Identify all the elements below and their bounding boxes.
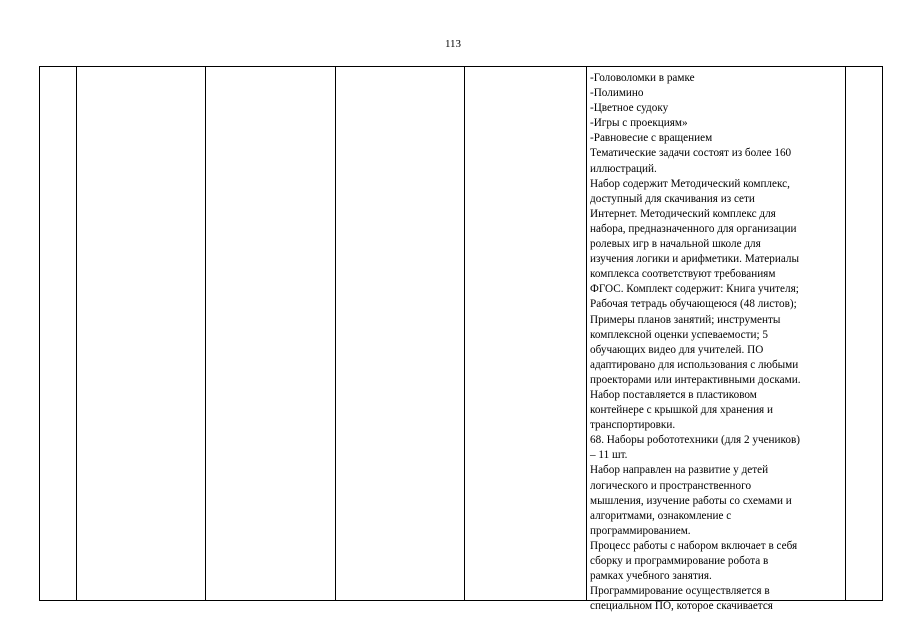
column-divider [76,67,77,600]
text-line: алгоритмами, ознакомление с [590,509,732,522]
text-line: 68. Наборы робототехники (для 2 учеников) [590,434,800,447]
text-line: Набор содержит Методический комплекс, [590,177,790,190]
text-line: -Игры с проекциям» [590,117,688,130]
column-divider [586,67,587,600]
text-line: -Цветное судоку [590,102,669,115]
text-line: иллюстраций. [590,162,657,175]
text-line: специальном ПО, которое скачивается [590,600,773,613]
text-line: ФГОС. Комплект содержит: Книга учителя; [590,283,799,296]
text-line: доступный для скачивания из сети [590,192,755,205]
text-line: комплекса соответствуют требованиям [590,268,776,281]
text-line: Тематические задачи состоят из более 160 [590,147,792,160]
text-line: -Полимино [590,87,644,100]
text-line: мышления, изучение работы со схемами и [590,494,792,507]
text-line: проекторами или интерактивными досками. [590,373,801,386]
description-cell [590,71,844,614]
text-line: набора, предназначенного для организации [590,222,797,235]
column-divider [205,67,206,600]
text-line: логического и пространственного [590,479,752,492]
text-line: ролевых игр в начальной школе для [590,238,761,251]
text-line: -Головоломки в рамке [590,72,695,84]
text-line: обучающих видео для учителей. ПО [590,343,764,356]
table [39,66,883,613]
page-number: 113 [444,38,462,50]
column-divider [335,67,336,600]
column-divider [464,67,465,600]
text-line: – 11 шт. [590,449,628,462]
text-line: контейнере с крышкой для хранения и [590,404,773,417]
text-line: Процесс работы с набором включает в себя [590,539,798,552]
text-line: Программирование осуществляется в [590,585,770,598]
text-line: Интернет. Методический комплекс для [590,207,776,220]
text-line: Набор направлен на развитие у детей [590,464,769,477]
text-line: Рабочая тетрадь обучающеюся (48 листов); [590,298,797,311]
text-line: рамках учебного занятия. [590,570,712,583]
text-line: -Равновесие с вращением [590,132,713,145]
text-line: Набор поставляется в пластиковом [590,388,757,401]
text-line: комплексной оценки успеваемости; 5 [590,328,768,341]
text-line: адаптировано для использования с любыми [590,358,799,371]
text-line: транспортировки. [590,419,676,432]
text-line: Примеры планов занятий; инструменты [590,313,781,326]
column-divider [845,67,846,600]
text-line: сборку и программирование робота в [590,555,769,567]
text-line: программированием. [590,524,691,537]
text-line: изучения логики и арифметики. Материалы [590,253,799,266]
